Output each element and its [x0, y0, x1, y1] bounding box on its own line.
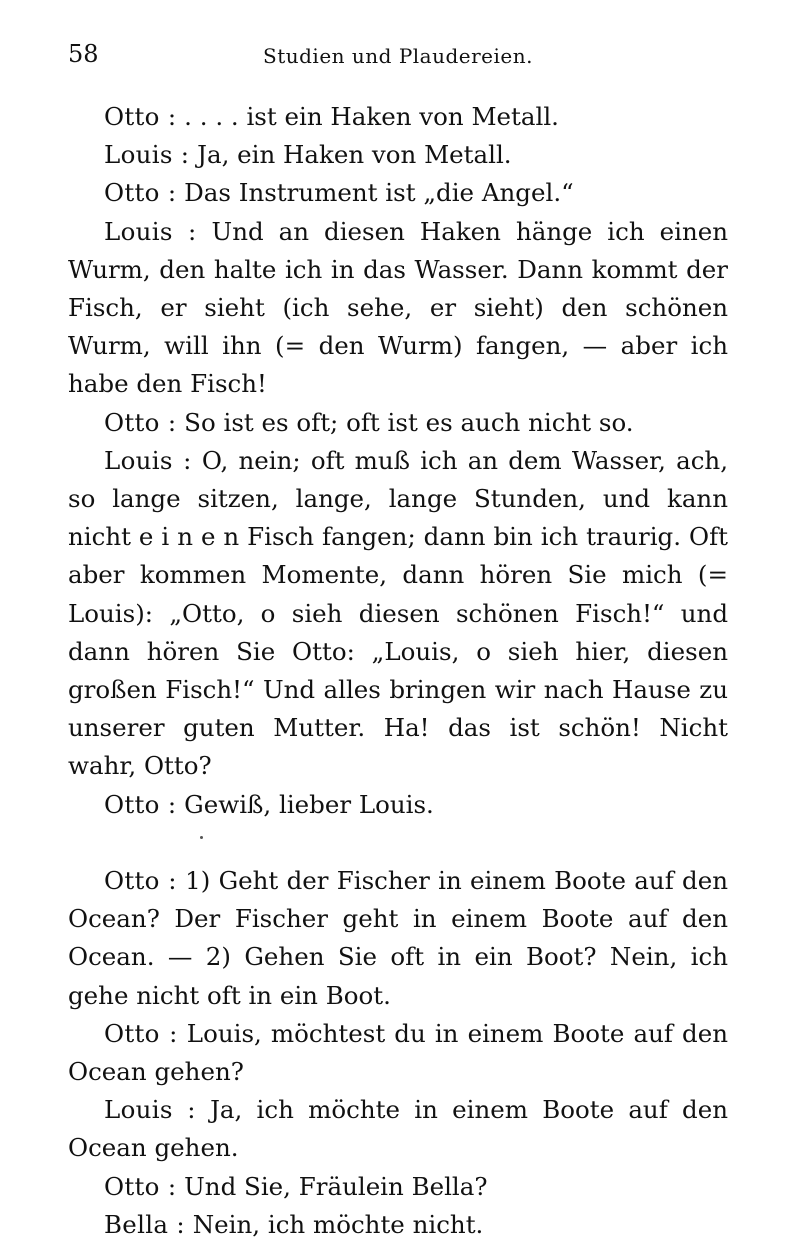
- speaker-label: Otto :: [104, 1171, 177, 1201]
- page-header: [68, 40, 728, 80]
- dialogue-paragraph: [68, 98, 728, 136]
- dialogue-line: Und an diesen Haken hänge ich einen Wurm, den halte ich in das Wasser. Dann kommt der Fisch, er sieht (ich sehe, er sieht) den schönen Wurm, will ihn (= den Wurm) fangen, — aber ich habe den Fisch!: [68, 216, 728, 399]
- dialogue-paragraph: [68, 862, 728, 1015]
- speaker-label: Otto :: [104, 1018, 178, 1048]
- speaker-label: Louis :: [104, 445, 192, 475]
- dialogue-line: Nein, ich möchte nicht.: [184, 1209, 484, 1239]
- dialogue-paragraph: [68, 174, 728, 212]
- dialogue-line: 1) Geht der Fischer in einem Boote auf den Ocean? Der Fischer geht in einem Boote auf den Ocean. — 2) Gehen Sie oft in ein Boot? Nein, ich gehe nicht oft in ein Boot.: [68, 866, 729, 1010]
- speaker-label: Otto :: [104, 102, 177, 131]
- dialogue-line: Das Instrument ist „die Angel.“: [176, 178, 574, 208]
- speaker-label: Otto :: [104, 178, 177, 208]
- dialogue-paragraph: [68, 1168, 728, 1206]
- dialogue-paragraph: [68, 404, 728, 442]
- dialogue-paragraph: [68, 786, 728, 824]
- section-break: [68, 824, 728, 862]
- dialogue-text: [68, 98, 728, 1244]
- speaker-label: Otto :: [104, 407, 177, 437]
- speaker-label: Louis :: [104, 1095, 196, 1125]
- speaker-label: Otto :: [104, 866, 177, 896]
- speaker-label: Otto :: [104, 789, 177, 819]
- dialogue-line: Ja, ich möchte in einem Boote auf den Ocean gehen.: [68, 1095, 728, 1163]
- dialogue-paragraph: [68, 136, 728, 174]
- speaker-label: Louis :: [104, 216, 197, 246]
- dialogue-line: O, nein; oft muß ich an dem Wasser, ach, so lange sitzen, lange, lange Stunden, und kann nicht e i n e n Fisch fangen; dann bin ich traurig. Oft aber kommen Momente, dann hören Sie mich (= Louis): „Otto, o sieh diesen schönen Fisch!“ und dann hören Sie Otto: „Louis, o sieh hier, diesen großen Fisch!“ Und alles bringen wir nach Hause zu unserer guten Mutter. Ha! das ist schön! Nicht wahr, Otto?: [68, 445, 728, 781]
- speaker-label: Louis :: [104, 140, 190, 170]
- dialogue-line: So ist es oft; oft ist es auch nicht so.: [176, 407, 634, 437]
- dialogue-paragraph: [68, 213, 728, 404]
- dialogue-line: Ja, ein Haken von Metall.: [189, 140, 512, 170]
- dialogue-line: Und Sie, Fräulein Bella?: [176, 1171, 488, 1201]
- dialogue-line: . . . . ist ein Haken von Metall.: [176, 102, 559, 131]
- dialogue-paragraph: [68, 442, 728, 786]
- running-title: Studien und Plaudereien.: [263, 44, 533, 68]
- speaker-label: Bella :: [104, 1209, 185, 1239]
- dialogue-paragraph: [68, 1091, 728, 1167]
- page-number: 58: [68, 40, 99, 68]
- dialogue-line: Louis, möchtest du in einem Boote auf den Ocean gehen?: [68, 1018, 729, 1087]
- section-dot: [200, 836, 203, 839]
- dialogue-paragraph: [68, 1206, 728, 1244]
- dialogue-paragraph: [68, 1015, 728, 1091]
- dialogue-line: Gewiß, lieber Louis.: [176, 789, 434, 819]
